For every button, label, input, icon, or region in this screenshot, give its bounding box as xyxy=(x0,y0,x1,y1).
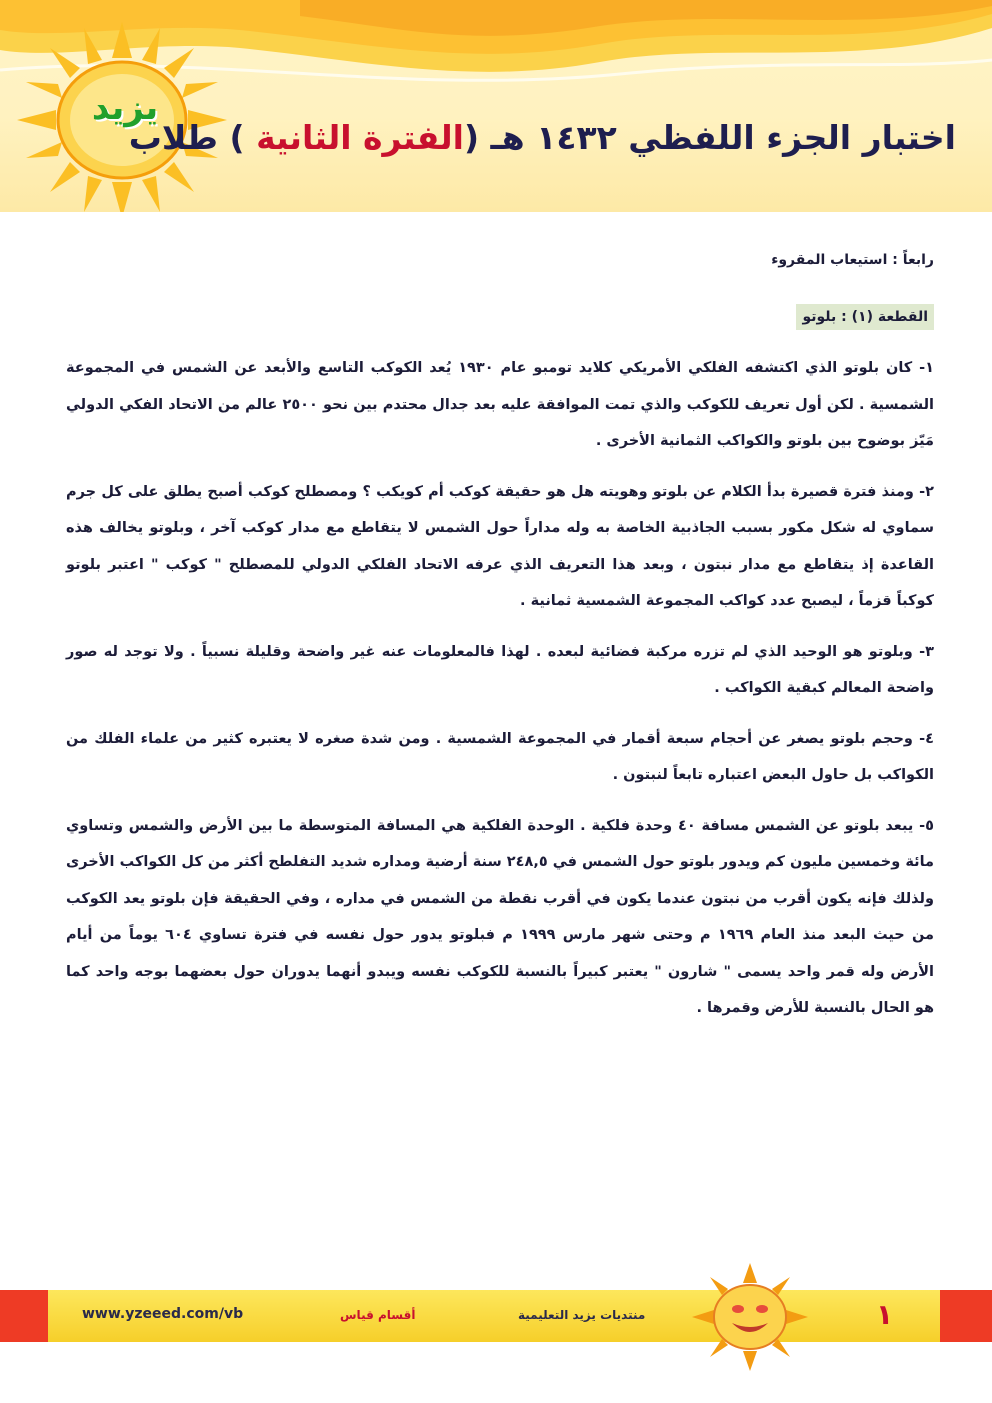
page-number: ١ xyxy=(876,1298,894,1331)
page-footer xyxy=(0,1290,992,1342)
title-part-2: ) طلاب xyxy=(128,118,257,157)
footer-sun-icon xyxy=(690,1262,810,1372)
footer-forum-name: منتديات يزيد التعليمية xyxy=(518,1308,646,1322)
page-content xyxy=(66,252,934,1027)
section-heading: رابعاً : استيعاب المقروء xyxy=(771,252,934,268)
footer-section-name: أقسام قياس xyxy=(340,1308,416,1322)
logo-text: يزيد xyxy=(91,88,159,128)
title-highlight: الفترة الثانية xyxy=(256,118,464,157)
paragraph-2: ٢- ومنذ فترة قصيرة بدأ الكلام عن بلوتو وهويته هل هو حقيقة كوكب أم كويكب ؟ ومصطلح كوكب أصبح يطلق على كل جرم سماوي له شكل مكور بسبب الجاذبية الخاصة به وله مداراً حول الشمس لا يتقاطع مع مدار كوكب آخر ، وبلوتو يخالف هذه القاعدة إذ يتقاطع مع مدار نبتون ، وبعد هذا التعريف الذي عرفه الاتحاد الفلكي الدولي للمصطلح " كوكب " اعتبر بلوتو كوكباً قزماً ، ليصبح عدد كواكب المجموعة الشمسية ثمانية . xyxy=(66,483,934,609)
paragraph-1: ١- كان بلوتو الذي اكتشفه الفلكي الأمريكي كلايد تومبو عام ١٩٣٠ يُعد الكوكب التاسع والأبعد عن الشمس في المجموعة الشمسية . لكن أول تعريف للكوكب والذي تمت الموافقة عليه بعد جدال محتدم بين نحو ٢٥٠٠ عالم من الاتحاد الفكي الدولي مَيّز بوضوح بين بلوتو والكواكب الثمانية الأخرى . xyxy=(66,360,934,449)
passage-label: القطعة (١) : بلوتو xyxy=(796,304,934,330)
footer-red-left xyxy=(0,1290,48,1342)
title-part-1: اختبار الجزء اللفظي ١٤٣٢ هـ ( xyxy=(463,118,956,157)
footer-red-right xyxy=(940,1290,992,1342)
page-title xyxy=(129,118,956,157)
paragraph-3: ٣- وبلوتو هو الوحيد الذي لم تزره مركبة فضائية لبعده . لهذا فالمعلومات عنه غير واضحة وقليلة نسبياً . ولا توجد له صور واضحة المعالم كبقية الكواكب . xyxy=(66,643,934,696)
passage-body xyxy=(66,350,934,1027)
page-header xyxy=(0,0,992,212)
footer-url-link[interactable]: www.yzeeed.com/vb xyxy=(82,1306,244,1322)
paragraph-4: ٤- وحجم بلوتو يصغر عن أحجام سبعة أقمار في المجموعة الشمسية . ومن شدة صغره لا يعتبره كثير من علماء الفلك من الكواكب بل حاول البعض اعتباره تابعاً لنبتون . xyxy=(66,730,934,783)
paragraph-5: ٥- يبعد بلوتو عن الشمس مسافة ٤٠ وحدة فلكية . الوحدة الفلكية هي المسافة المتوسطة ما بين الأرض والشمس وتساوي مائة وخمسين مليون كم ويدور بلوتو حول الشمس في ٢٤٨,٥ سنة أرضية ومداره شديد التفلطح أكثر من كل الكواكب الأخرى ولذلك فإنه يكون أقرب من نبتون عندما يكون في أقرب نقطة من الشمس في مداره ، وفي الحقيقة فإن بلوتو يعد الكوكب من حيث البعد منذ العام ١٩٦٩ م وحتى شهر مارس ١٩٩٩ م فبلوتو يدور حول نفسه في فترة تساوي ٦٠٤ يوماً من أيام الأرض وله قمر واحد يسمى " شارون " يعتبر كبيراً بالنسبة للكوكب نفسه ويبدو أنهما يدوران حول بعضهما بوجه واحد كما هو الحال بالنسبة للأرض وقمرها . xyxy=(66,817,934,1016)
